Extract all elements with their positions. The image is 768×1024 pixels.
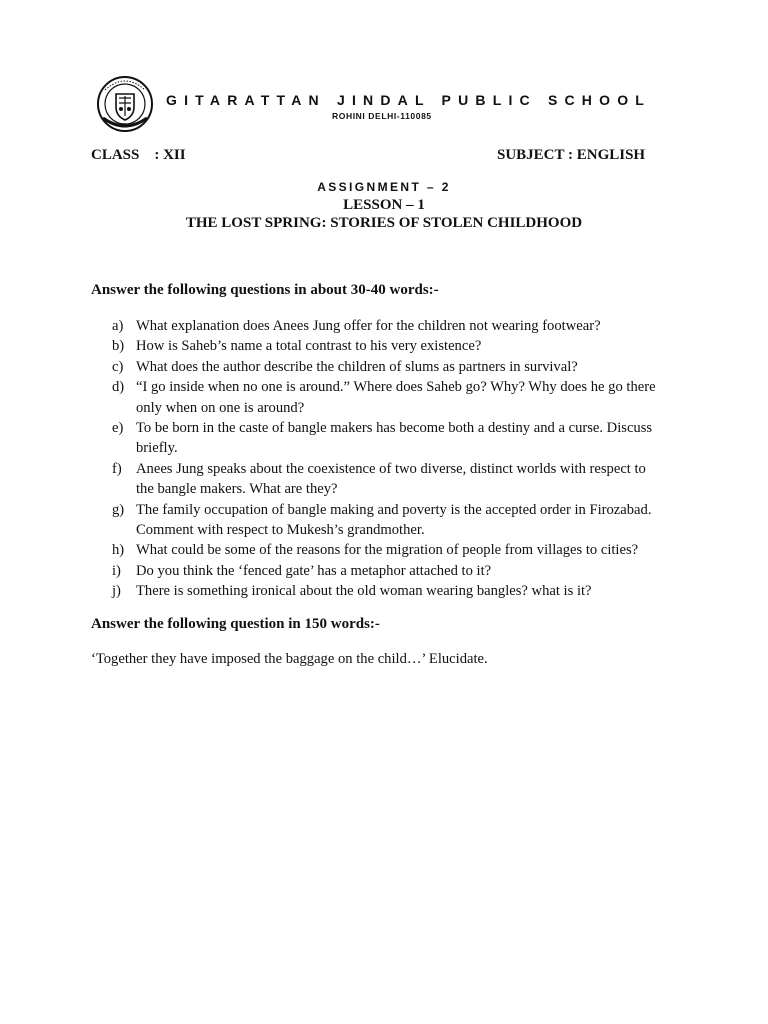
question-item [91, 336, 691, 356]
long-answer-heading: Answer the following question in 150 words:- [91, 616, 380, 632]
assignment-number: ASSIGNMENT – 2 [317, 180, 451, 194]
lesson-title: THE LOST SPRING: STORIES OF STOLEN CHILDHOOD [185, 215, 583, 231]
school-crest-icon [96, 74, 154, 134]
class-info: CLASS : XII [91, 147, 186, 163]
question-item [91, 357, 691, 377]
question-text: Anees Jung speaks about the coexistence of two diverse, distinct worlds with respect to [136, 460, 646, 477]
question-marker: j) [112, 583, 121, 600]
question-item [91, 418, 691, 459]
question-item [91, 561, 691, 581]
question-text: Do you think the ‘fenced gate’ has a metaphor attached to it? [136, 562, 492, 579]
question-text: What does the author describe the children of slums as partners in survival? [136, 358, 578, 375]
question-text: The family occupation of bangle making and poverty is the accepted order in Firozabad. [136, 501, 652, 518]
question-marker: d) [112, 379, 125, 396]
question-text: To be born in the caste of bangle makers has become both a destiny and a curse. Discuss [136, 420, 653, 437]
question-marker: e) [112, 420, 124, 437]
question-item [91, 581, 691, 601]
question-item [91, 377, 691, 418]
question-item [91, 500, 691, 541]
question-marker: a) [112, 318, 124, 334]
question-marker: b) [112, 338, 125, 355]
question-text: What explanation does Anees Jung offer for the children not wearing footwear? [136, 318, 601, 334]
school-address: ROHINI DELHI-110085 [332, 111, 432, 121]
question-marker: i) [112, 562, 121, 579]
short-answer-heading: Answer the following questions in about 30-40 words:- [91, 282, 439, 298]
question-marker: f) [112, 460, 122, 477]
question-text-continued: briefly. [136, 440, 178, 457]
school-name: GITARATTAN JINDAL PUBLIC SCHOOL [166, 92, 652, 108]
question-text: What could be some of the reasons for the migration of people from villages to cities? [136, 542, 639, 559]
subject-info: SUBJECT : ENGLISH [497, 147, 646, 163]
question-text-continued: only when on one is around? [136, 399, 305, 416]
question-list [91, 316, 691, 602]
question-text-continued: the bangle makers. What are they? [136, 481, 338, 498]
question-item [91, 316, 691, 336]
long-answer-question: ‘Together they have imposed the baggage on the child…’ Elucidate. [91, 651, 488, 667]
question-text: How is Saheb’s name a total contrast to his very existence? [136, 338, 482, 355]
question-item [91, 540, 691, 560]
question-text: There is something ironical about the old woman wearing bangles? what is it? [136, 583, 592, 600]
question-marker: h) [112, 542, 125, 559]
question-item [91, 459, 691, 500]
question-marker: g) [112, 501, 125, 518]
question-marker: c) [112, 358, 124, 375]
lesson-number: LESSON – 1 [343, 197, 425, 213]
question-text: “I go inside when no one is around.” Where does Saheb go? Why? Why does he go there [136, 379, 656, 396]
question-text-continued: Comment with respect to Mukesh’s grandmother. [136, 522, 425, 539]
